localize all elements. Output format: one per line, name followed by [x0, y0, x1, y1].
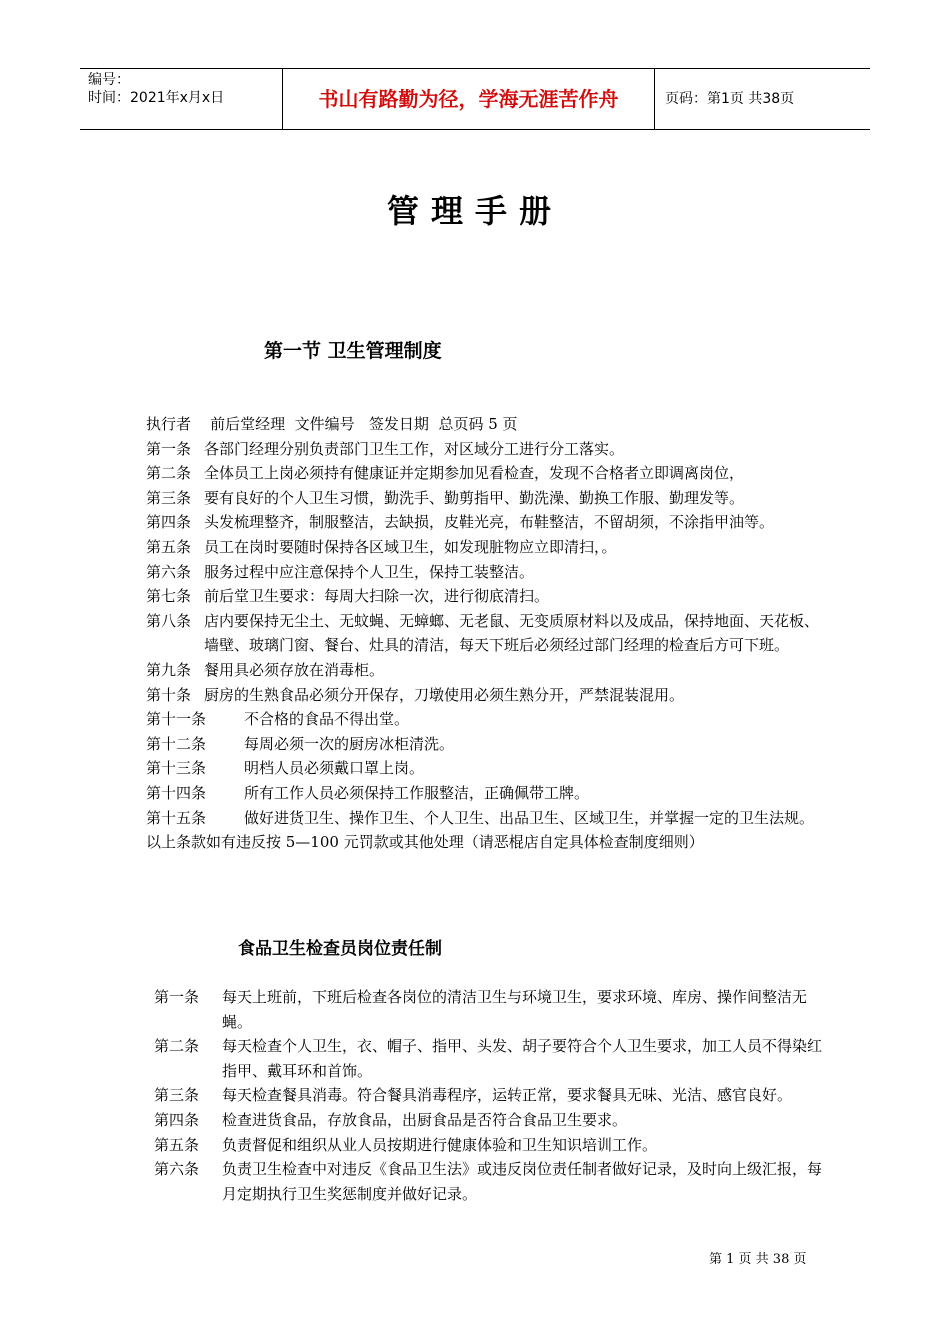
- article-label: 第七条: [146, 587, 192, 606]
- article-label: 第六条: [154, 1160, 200, 1179]
- article-item: [154, 985, 826, 1034]
- article-text: 各部门经理分别负责部门卫生工作，对区域分工进行分工落实。: [204, 439, 625, 458]
- article-item: [146, 560, 826, 585]
- article-item: [146, 707, 826, 732]
- header-meta: [80, 69, 282, 129]
- article-item: [154, 1157, 826, 1206]
- article-item: [154, 1083, 826, 1108]
- article-label: 第十二条: [146, 734, 207, 753]
- article-label: 第四条: [146, 513, 192, 532]
- article-label: 第十一条: [146, 710, 207, 729]
- article-label: 第十三条: [146, 759, 207, 778]
- article-item: [146, 510, 826, 535]
- article-item: [146, 806, 826, 831]
- article-text: 员工在岗时要随时保持各区域卫生，如发现脏物应立即清扫，。: [204, 537, 617, 556]
- article-text: 不合格的食品不得出堂。: [244, 710, 410, 729]
- article-item: [154, 1133, 826, 1158]
- document-title: 管理手册: [386, 192, 563, 230]
- article-item: [146, 584, 826, 609]
- article-label: 第五条: [154, 1135, 200, 1154]
- article-text: 前后堂卫生要求：每周大扫除一次，进行彻底清扫。: [204, 587, 550, 606]
- article-label: 第三条: [146, 488, 192, 507]
- article-text: 店内要保持无尘土、无蚊蝇、无蟑螂、无老鼠、无变质原材料以及成品，保持地面、天花板、墙壁、玻璃门窗、餐台、灶具的清洁，每天下班后必须经过部门经理的检查后方可下班。: [204, 611, 820, 655]
- subsection-title: 食品卫生检查员岗位责任制: [238, 939, 442, 959]
- article-list: [154, 985, 826, 1206]
- section-meta: 执行者 前后堂经理 文件编号 签发日期 总页码 5 页: [146, 415, 518, 433]
- article-label: 第二条: [146, 464, 192, 483]
- header-page-info: 页码：第1页 共38页: [665, 91, 795, 107]
- article-label: 第一条: [146, 439, 192, 458]
- article-item: [154, 1034, 826, 1083]
- article-text: 厨房的生熟食品必须分开保存，刀墩使用必须生熟分开，严禁混装混用。: [204, 685, 685, 704]
- section-body: [146, 412, 826, 855]
- document-time-label: 时间：2021年x月x日: [88, 90, 225, 106]
- article-text: 明档人员必须戴口罩上岗。: [244, 759, 425, 778]
- article-item: [146, 486, 826, 511]
- article-text: 每天上班前，下班后检查各岗位的清洁卫生与环境卫生，要求环境、库房、操作间整洁无蝇。: [222, 988, 808, 1031]
- subsection-body: [154, 985, 826, 1206]
- article-text: 负责卫生检查中对违反《食品卫生法》或违反岗位责任制者做好记录，及时向上级汇报，每月定期执行卫生奖惩制度并做好记录。: [222, 1160, 823, 1203]
- article-text: 负责督促和组织从业人员按期进行健康体验和卫生知识培训工作。: [222, 1135, 658, 1154]
- article-label: 第三条: [154, 1086, 200, 1105]
- article-text: 头发梳理整齐，制服整洁，去缺损，皮鞋光亮，布鞋整洁，不留胡须，不涂指甲油等。: [204, 513, 775, 532]
- article-item: [146, 461, 826, 486]
- article-item: [146, 437, 826, 462]
- article-label: 第二条: [154, 1037, 200, 1056]
- article-label: 第五条: [146, 537, 192, 556]
- header-slogan: 书山有路勤为径，学海无涯苦作舟: [282, 69, 655, 129]
- article-label: 第八条: [146, 611, 192, 630]
- article-label: 第一条: [154, 988, 200, 1006]
- article-item: [146, 781, 826, 806]
- article-item: [146, 756, 826, 781]
- article-text: 每天检查餐具消毒。符合餐具消毒程序，运转正常，要求餐具无味、光洁、感官良好。: [222, 1086, 793, 1105]
- article-text: 全体员工上岗必须持有健康证并定期参加见看检查，发现不合格者立即调离岗位，: [204, 464, 745, 483]
- article-list: [146, 437, 826, 831]
- article-item: [146, 732, 826, 757]
- article-text: 餐用具必须存放在消毒柜。: [204, 660, 385, 679]
- article-label: 第十四条: [146, 783, 207, 802]
- article-item: [146, 535, 826, 560]
- page-footer: 第 1 页 共 38 页: [709, 1252, 807, 1267]
- article-text: 做好进货卫生、操作卫生、个人卫生、出品卫生、区域卫生，并掌握一定的卫生法规。: [244, 808, 815, 827]
- section-title: 第一节 卫生管理制度: [264, 340, 442, 362]
- article-label: 第九条: [146, 660, 192, 679]
- article-item: [154, 1108, 826, 1133]
- article-text: 检查进货食品，存放食品，出厨食品是否符合食品卫生要求。: [222, 1110, 628, 1129]
- article-text: 所有工作人员必须保持工作服整洁，正确佩带工牌。: [244, 783, 590, 802]
- article-item: [146, 609, 826, 658]
- article-item: [146, 658, 826, 683]
- article-item: [146, 683, 826, 708]
- article-label: 第六条: [146, 562, 192, 581]
- article-text: 要有良好的个人卫生习惯，勤洗手、勤剪指甲、勤洗澡、勤换工作服、勤理发等。: [204, 488, 745, 507]
- article-label: 第十条: [146, 685, 192, 704]
- page-header: [80, 68, 870, 130]
- article-text: 每周必须一次的厨房冰柜清洗。: [244, 734, 455, 753]
- article-text: 每天检查个人卫生，衣、帽子、指甲、头发、胡子要符合个人卫生要求，加工人员不得染红指甲、戴耳环和首饰。: [222, 1037, 823, 1080]
- article-label: 第四条: [154, 1110, 200, 1129]
- article-label: 第十五条: [146, 808, 207, 827]
- document-number-label: 编号：: [88, 72, 130, 88]
- article-text: 服务过程中应注意保持个人卫生，保持工装整洁。: [204, 562, 535, 581]
- section-note: 以上条款如有违反按 5—100 元罚款或其他处理（请恶棍店自定具体检查制度细则）: [146, 833, 704, 852]
